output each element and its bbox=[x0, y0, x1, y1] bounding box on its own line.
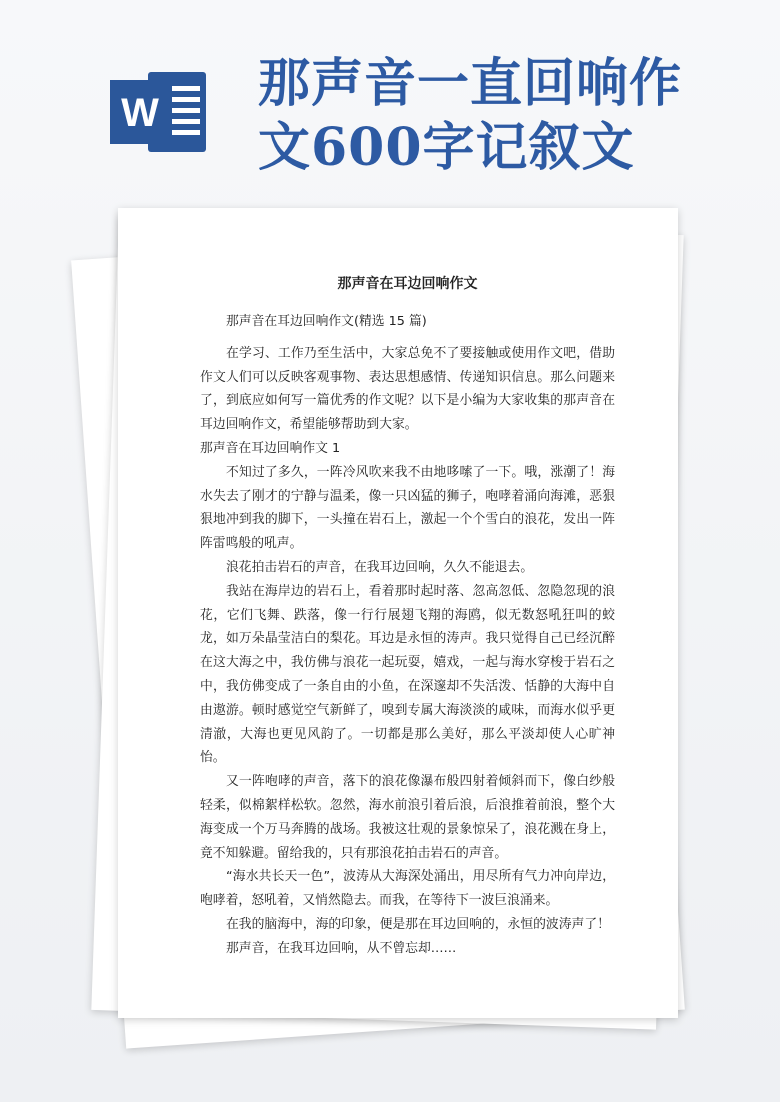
page-title bbox=[258, 52, 768, 180]
document-subtitle: 那声音在耳边回响作文(精选 15 篇) bbox=[226, 314, 427, 329]
document-intro: 在学习、工作乃至生活中，大家总免不了要接触或使用作文吧，借助作文人们可以反映客观事物、表达思想感情、传递知识信息。那么问题来了，到底应如何写一篇优秀的作文呢？以下是小编为大家收集的那声音在耳边回响作文，希望能够帮助到大家。 bbox=[200, 345, 615, 433]
paragraph: 在我的脑海中，海的印象，便是那在耳边回响的，永恒的波涛声了！ bbox=[226, 916, 610, 932]
paragraph: 又一阵咆哮的声音，落下的浪花像瀑布般四射着倾斜而下，像白纱般轻柔，似棉絮样松软。忽然，海水前浪引着后浪，后浪推着前浪，整个大海变成一个万马奔腾的战场。我被这壮观的景象惊呆了，浪花溅在身上，竟不知躲避。留给我的，只有那浪花拍击岩石的声音。 bbox=[200, 774, 615, 861]
word-logo-icon bbox=[110, 66, 210, 158]
section-heading: 那声音在耳边回响作文 1 bbox=[200, 440, 341, 456]
paragraph: “海水共长天一色”，波涛从大海深处涌出，用尽所有气力冲向岸边，咆哮着，怒吼着，又悄然隐去。而我，在等待下一波巨浪涌来。 bbox=[200, 869, 615, 909]
document-title: 那声音在耳边回响作文 bbox=[337, 276, 478, 292]
document-body bbox=[200, 270, 615, 961]
page-title-line1: 那声音一直回响作 bbox=[258, 53, 683, 114]
page-title-line2: 文600字记叙文 bbox=[258, 117, 635, 178]
word-logo-letter: W bbox=[121, 91, 159, 135]
paragraph: 浪花拍击岩石的声音，在我耳边回响，久久不能退去。 bbox=[226, 559, 534, 575]
paragraph: 不知过了多久，一阵冷风吹来我不由地哆嗦了一下。哦，涨潮了！海水失去了刚才的宁静与温柔，像一只凶猛的狮子，咆哮着涌向海滩，恶狠狠地冲到我的脚下，一头撞在岩石上，激起一个个雪白的浪花，发出一阵阵雷鸣般的吼声。 bbox=[200, 464, 615, 552]
paragraph: 我站在海岸边的岩石上，看着那时起时落、忽高忽低、忽隐忽现的浪花，它们飞舞、跌落，像一行行展翅飞翔的海鸥，似无数怒吼狂叫的蛟龙，如万朵晶莹洁白的梨花。耳边是永恒的涛声。我只觉得自己已经沉醉在这大海之中，我仿佛与浪花一起玩耍，嬉戏，一起与海水穿梭于岩石之中，我仿佛变成了一条自由的小鱼，在深邃却不失活泼、恬静的大海中自由遨游。顿时感觉空气新鲜了，嗅到专属大海淡淡的咸味，而海水似乎更清澈，大海也更见风韵了。一切都是那么美好，那么平淡却使人心旷神怡。 bbox=[200, 583, 615, 766]
paragraph: 那声音，在我耳边回响，从不曾忘却…… bbox=[226, 940, 457, 956]
